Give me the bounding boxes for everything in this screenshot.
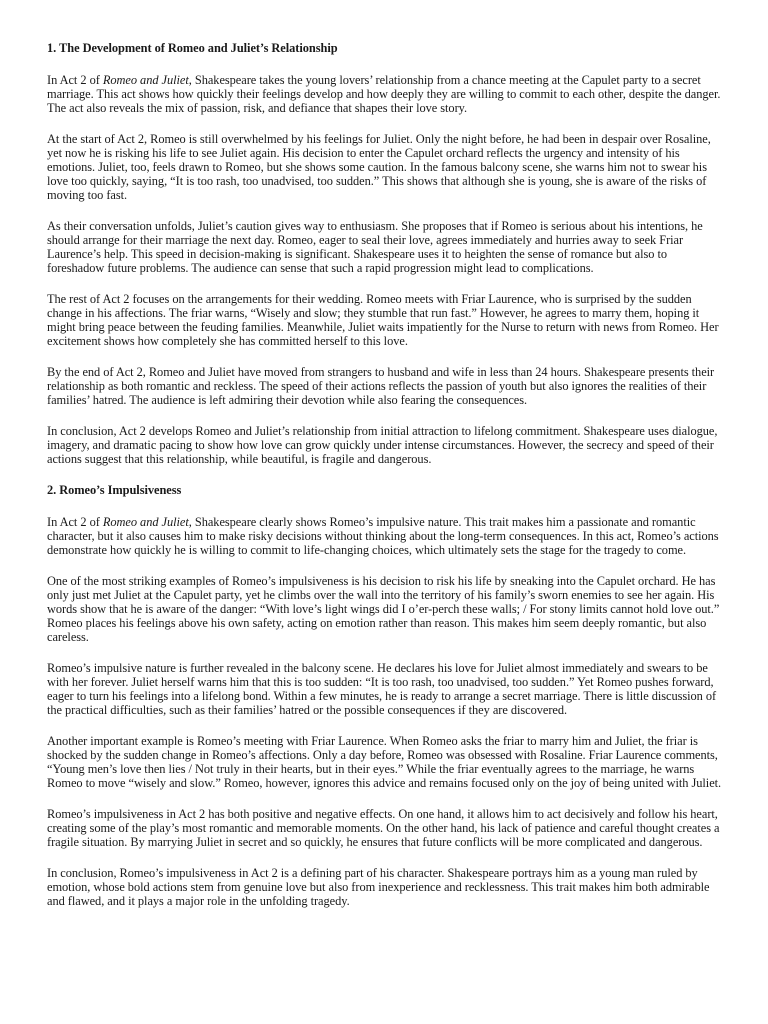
section-1-heading: 1. The Development of Romeo and Juliet’s Relationship — [47, 41, 338, 55]
section-1-paragraph-1: In Act 2 of Romeo and Juliet, Shakespeare takes the young lovers’ relationship from a chance meeting at the Capulet party to a secret marriage. This act shows how quickly their feelings develop and how deeply they are willing to commit to each other, despite the danger. The act also reveals the mix of passion, risk, and defiance that shapes their love story. — [47, 73, 721, 115]
section-1-paragraph-4: The rest of Act 2 focuses on the arrangements for their wedding. Romeo meets with Friar Laurence, who is surprised by the sudden change in his affections. The friar warns, “Wisely and slow; they stumble that run fast.” However, he agrees to marry them, hoping it might bring peace between the feuding families. Meanwhile, Juliet waits impatiently for the Nurse to return with news from Romeo. Her excitement shows how completely she has committed herself to this love. — [47, 292, 719, 348]
section-2-paragraph-1: In Act 2 of Romeo and Juliet, Shakespeare clearly shows Romeo’s impulsive nature. This trait makes him a passionate and romantic character, but it also causes him to make risky decisions without thinking about the long-term consequences. In this act, Romeo’s actions demonstrate how quickly he is willing to commit to life-changing choices, which ultimately sets the stage for the tragedy to come. — [47, 515, 719, 557]
section-1-paragraph-2: At the start of Act 2, Romeo is still overwhelmed by his feelings for Juliet. Only the night before, he had been in despair over Rosaline, yet now he is risking his life to see Juliet again. His decision to enter the Capulet orchard reflects the urgency and intensity of his emotions. Juliet, too, feels drawn to Romeo, but she shows some caution. In the famous balcony scene, she warns him not to swear his love too quickly, saying, “It is too rash, too unadvised, too sudden.” This shows that although she is young, she is aware of the risks of moving too fast. — [47, 132, 711, 202]
section-2-paragraph-2: One of the most striking examples of Romeo’s impulsiveness is his decision to risk his life by sneaking into the Capulet orchard. He has only just met Juliet at the Capulet party, yet he climbs over the wall into the territory of his family’s sworn enemies to see her again. His words show that he is aware of the danger: “With love’s light wings did I o’er-perch these walls; / For stony limits cannot hold love out.” Romeo places his feelings above his own safety, acting on emotion rather than reason. This makes him seem deeply romantic, but also careless. — [47, 574, 720, 644]
play-title: Romeo and Juliet — [102, 515, 189, 529]
document-page — [47, 41, 723, 908]
play-title: Romeo and Juliet — [102, 73, 189, 87]
section-1-paragraph-5: By the end of Act 2, Romeo and Juliet have moved from strangers to husband and wife in less than 24 hours. Shakespeare presents their relationship as both romantic and reckless. The speed of their actions reflects the passion of youth but also ignores the realities of their families’ hatred. The audience is left admiring their devotion while also fearing the consequences. — [47, 365, 715, 407]
section-2-paragraph-3: Romeo’s impulsive nature is further revealed in the balcony scene. He declares his love for Juliet almost immediately and swears to be with her forever. Juliet herself warns him that this is too sudden: “It is too rash, too unadvised, too sudden.” Yet Romeo pushes forward, eager to turn his feelings into a lifelong bond. Within a few minutes, he is ready to arrange a secret marriage. There is little discussion of the practical difficulties, such as their families’ hatred or the possible consequences if they are discovered. — [47, 661, 717, 717]
section-1-paragraph-3: As their conversation unfolds, Juliet’s caution gives way to enthusiasm. She proposes that if Romeo is serious about his intentions, he should arrange for their marriage the next day. Romeo, eager to seal their love, agrees immediately and hurries away to seek Friar Laurence’s help. This speed in decision-making is significant. Shakespeare uses it to heighten the sense of romance but also to foreshadow future problems. The audience can sense that such a rapid progression might lead to complications. — [47, 219, 703, 275]
section-1-paragraph-6: In conclusion, Act 2 develops Romeo and Juliet’s relationship from initial attraction to lifelong commitment. Shakespeare uses dialogue, imagery, and dramatic pacing to show how love can grow quickly under intense circumstances. However, the secrecy and speed of their actions suggest that this relationship, while beautiful, is fragile and dangerous. — [47, 424, 718, 466]
section-2-paragraph-5: Romeo’s impulsiveness in Act 2 has both positive and negative effects. On one hand, it allows him to act decisively and follow his heart, creating some of the play’s most romantic and memorable moments. On the other hand, his lack of patience and careful thought creates a fragile situation. By marrying Juliet in secret and so quickly, he ensures that future conflicts will be more complicated and dangerous. — [47, 807, 720, 849]
section-2-paragraph-4: Another important example is Romeo’s meeting with Friar Laurence. When Romeo asks the friar to marry him and Juliet, the friar is shocked by the sudden change in Romeo’s affections. Only a day before, Romeo was obsessed with Rosaline. Friar Laurence comments, “Young men’s love then lies / Not truly in their hearts, but in their eyes.” While the friar eventually agrees to the marriage, he warns Romeo to move “wisely and slow.” Romeo, however, ignores this advice and remains focused only on the joy of being united with Juliet. — [47, 734, 722, 790]
section-2-paragraph-6: In conclusion, Romeo’s impulsiveness in Act 2 is a defining part of his character. Shakespeare portrays him as a young man ruled by emotion, whose bold actions stem from genuine love but also from inexperience and recklessness. This trait makes him both admirable and flawed, and it plays a major role in the unfolding tragedy. — [47, 866, 710, 908]
section-2-heading: 2. Romeo’s Impulsiveness — [47, 483, 182, 497]
